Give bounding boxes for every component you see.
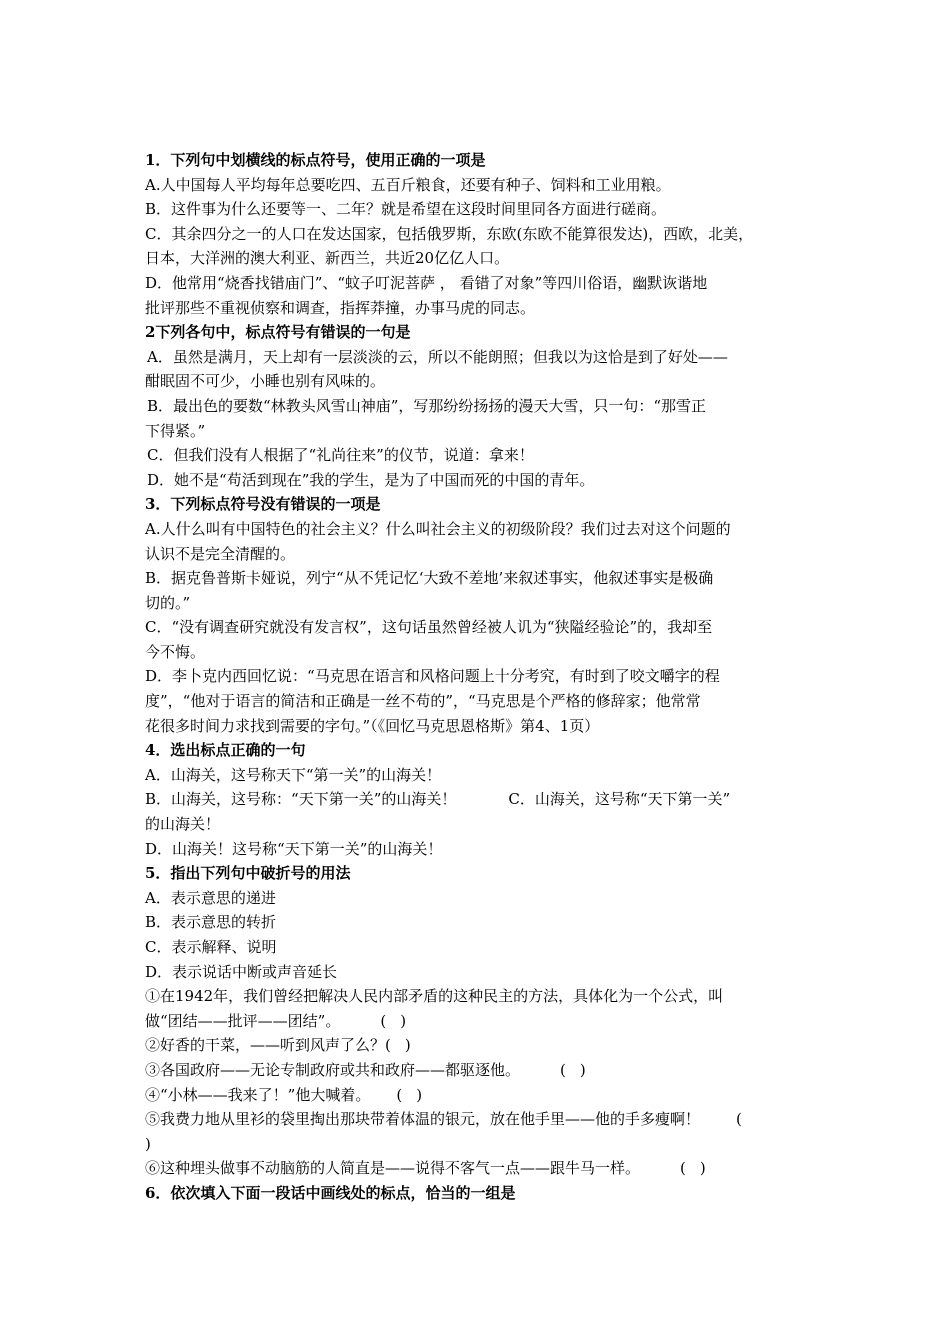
q1-option-c-line2: 日本，大洋洲的澳大利亚、新西兰，共近20亿亿人口。 [145,249,510,268]
q5-option-d: D．表示说话中断或声音延长 [145,962,338,981]
q3-option-a-line2: 认识不是完全清醒的。 [145,544,296,563]
q3-option-d-line1: D．李卜克内西回忆说：“马克思在语言和风格问题上十分考究，有时到了咬文嚼字的程 [145,667,720,686]
question-4-title: 4．选出标点正确的一句 [145,741,306,760]
q3-option-b-line2: 切的。” [145,593,191,612]
q2-option-b-line2: 下得紧。” [145,421,206,440]
q2-option-a-line2: 酣眠固不可少，小睡也别有风味的。 [145,372,386,391]
answer-blank-close: ) [404,1036,411,1055]
q5-sentence-5-line2 [145,1132,817,1157]
q5-sentence-2 [145,1033,817,1058]
q5-sentence-6-text: ⑥这种埋头做事不动脑筋的人简直是——说得不客气一点——跟牛马一样。 [145,1159,641,1178]
q5-sentence-3-text: ③各国政府——无论专制政府或共和政府——都驱逐他。 [145,1060,521,1079]
q3-option-c-line2: 今不悔。 [145,642,206,661]
worksheet [145,148,817,1206]
answer-blank-open: ( [380,1011,387,1030]
question-5-title: 5．指出下列句中破折号的用法 [145,864,351,883]
q5-sentence-1-line1: ①在1942年，我们曾经把解决人民内部矛盾的这种民主的方法，具体化为一个公式，叫 [145,987,724,1006]
q2-option-a-line1: A．虽然是满月，天上却有一层淡淡的云，所以不能朗照；但我以为这恰是到了好处—— [147,347,728,366]
answer-blank-open: ( [560,1060,566,1079]
question-1-title: 1．下列句中划横线的标点符号，使用正确的一项是 [145,151,486,169]
answer-blank-open: ( [736,1110,742,1129]
q5-sentence-2-text: ②好香的干菜，——听到风声了么？ [145,1036,386,1055]
q5-sentence-1-text: 做“团结——批评——团结”。 [145,1011,341,1030]
q5-sentence-3 [145,1058,817,1083]
q2-option-c: C．但我们没有人根据了“礼尚往来”的仪节，说道：拿来！ [147,446,534,465]
q5-option-c: C．表示解释、说明 [145,938,277,956]
q5-sentence-4 [145,1083,817,1108]
answer-blank-open: ( [385,1036,391,1055]
q5-sentence-4-text: ④“小林——我来了！”他大喊着。 [145,1085,371,1104]
answer-blank-open: ( [396,1085,403,1104]
q4-option-c-line1: C．山海关，这号称“天下第一关” [508,790,731,809]
q5-option-b: B．表示意思的转折 [145,913,277,932]
q3-option-b-line1: B．据克鲁普斯卡娅说，列宁“从不凭记忆‘大致不差地’来叙述事实，他叙述事实是极确 [145,569,714,588]
q5-option-a: A．表示意思的递进 [145,888,276,907]
q1-option-b: B．这件事为什么还要等一、二年？就是希望在这段时间里同各方面进行磋商。 [145,200,667,219]
q1-option-a: A.人中国每人平均每年总要吃四、五百斤粮食，还要有种子、饲料和工业用粮。 [145,175,671,194]
q5-sentence-5-text: ⑤我费力地从里衫的袋里掏出那块带着体温的银元，放在他手里——他的手多瘦啊！ [145,1110,701,1129]
q4-option-b: B．山海关，这号称：“天下第一关”的山海关！ [145,790,457,809]
q5-sentence-5-line1 [145,1107,817,1132]
q3-option-c-line1: C．“没有调查研究就没有发言权”，这句话虽然曾经被人讥为“狭隘经验论”的，我却至 [145,618,713,637]
q5-sentence-1-line2 [145,1009,817,1034]
q3-option-d-line3: 花很多时间力求找到需要的字句。”（《回忆马克思恩格斯》第4、1页） [145,716,600,735]
q4-option-c-line2: 的山海关！ [145,815,221,834]
q2-option-d: D．她不是“苟活到现在”我的学生，是为了中国而死的中国的青年。 [147,470,595,489]
answer-blank-close: ) [579,1060,586,1079]
q3-option-d-line2: 度”，“他对于语言的简洁和正确是一丝不苟的”，“马克思是个严格的修辞家；他常常 [145,692,701,711]
q4-options-b-c [145,787,817,812]
q2-option-b-line1: B．最出色的要数“林教头风雪山神庙”，写那纷纷扬扬的漫天大雪，只一句：“那雪正 [147,396,707,415]
question-6-title: 6．依次填入下面一段话中画线处的标点，恰当的一组是 [145,1183,516,1202]
answer-blank-close: ) [400,1011,407,1030]
q1-option-c-line1: C．其余四分之一的人口在发达国家，包括俄罗斯，东欧(东欧不能算很发达)，西欧，北美， [145,224,754,243]
answer-blank-close: ) [699,1159,706,1178]
q1-option-d-line2: 批评那些不重视侦察和调查，指挥莽撞，办事马虎的同志。 [145,298,536,317]
answer-blank-open: ( [680,1159,686,1178]
answer-blank-close: ) [416,1085,423,1104]
q3-option-a-line1: A.人什么叫有中国特色的社会主义？什么叫社会主义的初级阶段？我们过去对这个问题的 [145,519,731,538]
q4-option-a: A．山海关，这号称天下“第一关”的山海关！ [145,765,442,784]
q1-option-d-line1: D．他常用“烧香找错庙门”、“蚊子叮泥菩萨 ， 看错了对象”等四川俗语，幽默诙谐地 [145,273,708,292]
question-3-title: 3．下列标点符号没有错误的一项是 [145,495,381,514]
answer-blank-close: ) [145,1134,151,1153]
q5-sentence-6 [145,1156,817,1181]
q4-option-d: D．山海关！这号称“天下第一关”的山海关！ [145,839,443,858]
question-2-title: 2下列各句中，标点符号有错误的一句是 [145,323,411,342]
